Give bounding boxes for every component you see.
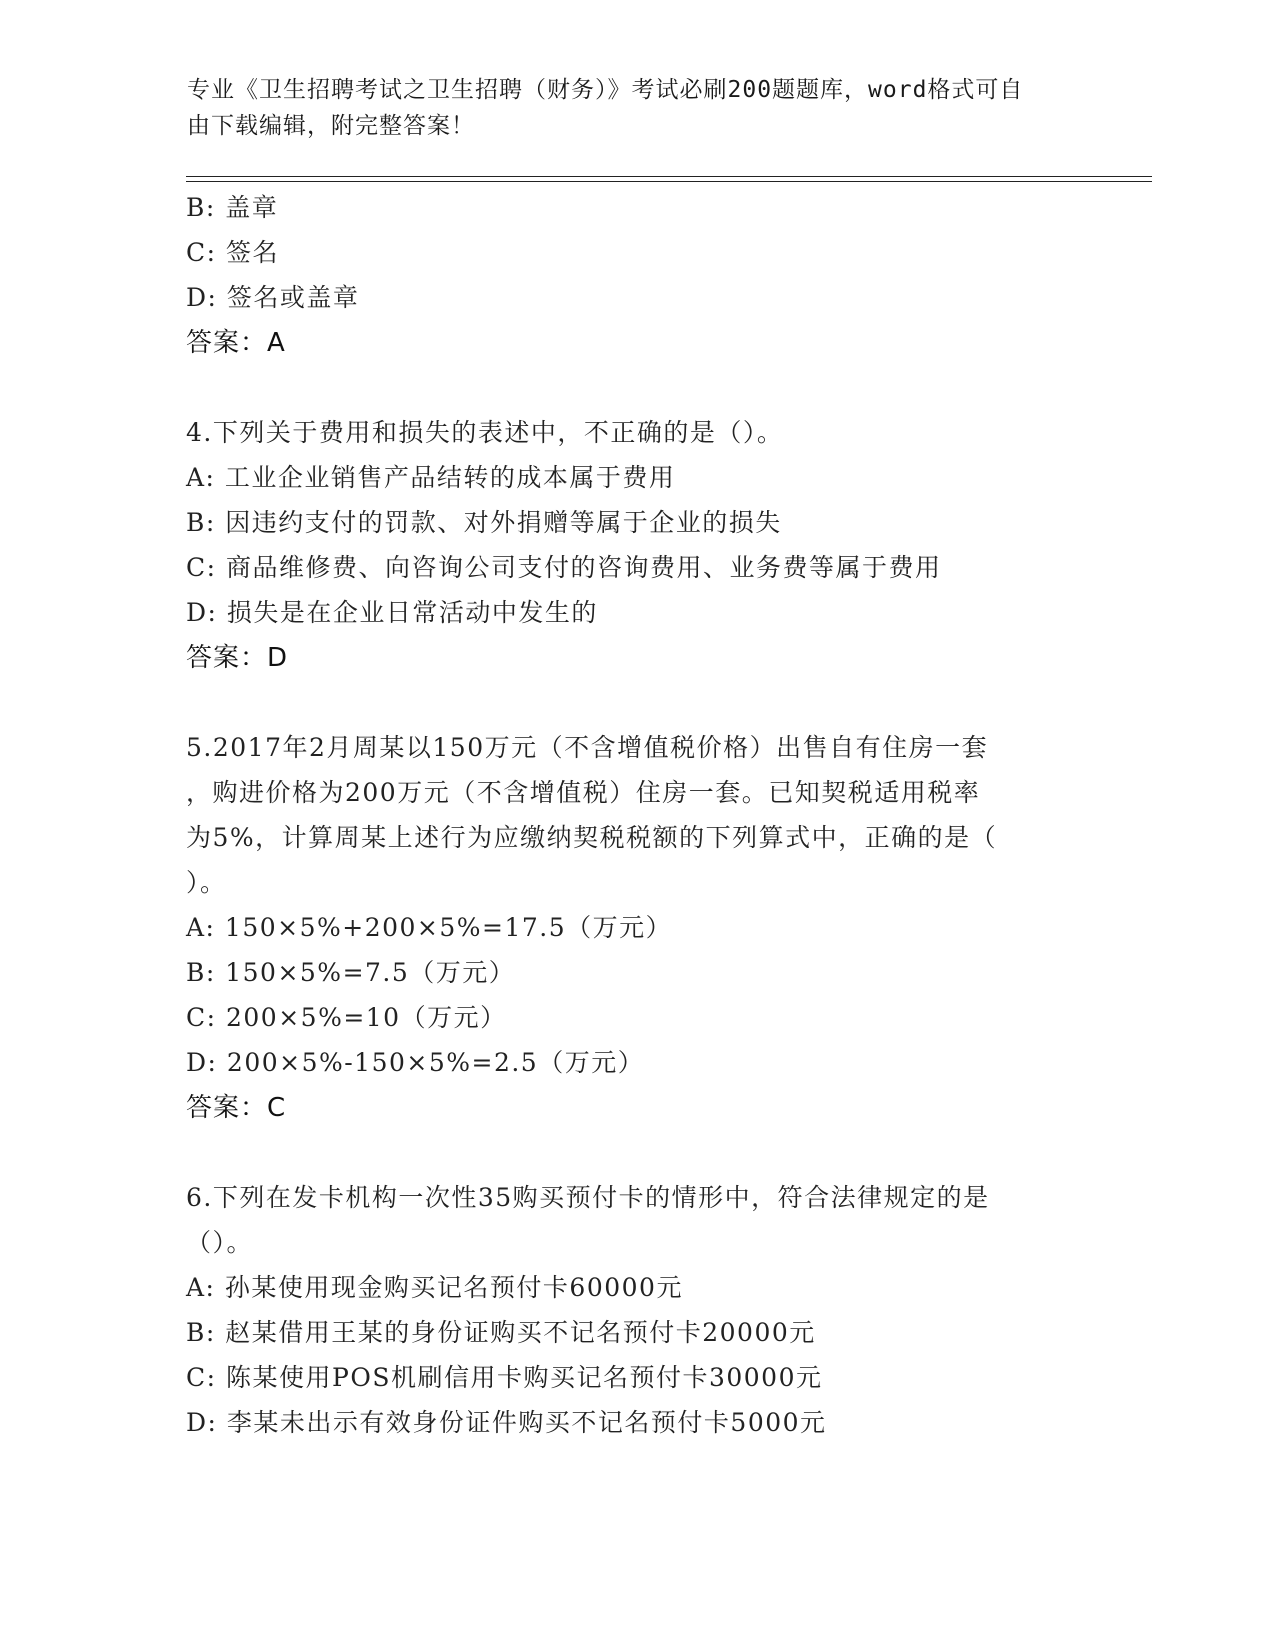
q5-stem-line-2: ，购进价格为200万元（不含增值税）住房一套。已知契税适用税率 — [186, 778, 981, 807]
q5-option-a: A: 150×5%+200×5%=17.5（万元） — [186, 913, 673, 942]
q4-answer: 答案：D — [186, 643, 289, 673]
document-header — [187, 72, 1067, 144]
q4-option-c: C: 商品维修费、向咨询公司支付的咨询费用、业务费等属于费用 — [186, 553, 942, 582]
q6-option-c: C: 陈某使用POS机刷信用卡购买记名预付卡30000元 — [186, 1363, 823, 1392]
q4-stem: 4.下列关于费用和损失的表述中，不正确的是（）。 — [186, 418, 784, 447]
header-divider-top — [186, 176, 1152, 177]
q6-stem-line-2: （）。 — [186, 1228, 254, 1257]
q4-option-b: B: 因违约支付的罚款、对外捐赠等属于企业的损失 — [186, 508, 782, 537]
q3-option-b: B: 盖章 — [186, 193, 279, 222]
q6-stem-line-1: 6.下列在发卡机构一次性35购买预付卡的情形中，符合法律规定的是 — [186, 1183, 990, 1212]
q3-option-d: D: 签名或盖章 — [186, 283, 360, 312]
q4-option-a: A: 工业企业销售产品结转的成本属于费用 — [186, 463, 676, 492]
q6-option-b: B: 赵某借用王某的身份证购买不记名预付卡20000元 — [186, 1318, 816, 1347]
q4-option-d: D: 损失是在企业日常活动中发生的 — [186, 598, 598, 627]
q6-option-a: A: 孙某使用现金购买记名预付卡60000元 — [186, 1273, 683, 1302]
q3-option-c: C: 签名 — [186, 238, 279, 267]
header-line-1: 专业《卫生招聘考试之卫生招聘（财务）》考试必刷200题题库，word格式可自 — [187, 77, 1024, 103]
q5-answer: 答案：C — [186, 1093, 287, 1123]
q5-stem-line-4: ）。 — [186, 868, 227, 897]
q5-option-d: D: 200×5%-150×5%=2.5（万元） — [186, 1048, 645, 1077]
header-line-2: 由下载编辑，附完整答案！ — [187, 113, 475, 139]
q5-stem-line-1: 5.2017年2月周某以150万元（不含增值税价格）出售自有住房一套 — [186, 733, 989, 762]
q5-option-b: B: 150×5%=7.5（万元） — [186, 958, 516, 987]
q3-answer: 答案：A — [186, 328, 286, 358]
q6-option-d: D: 李某未出示有效身份证件购买不记名预付卡5000元 — [186, 1408, 827, 1437]
q5-option-c: C: 200×5%=10（万元） — [186, 1003, 507, 1032]
header-divider-bottom — [186, 181, 1152, 182]
q5-stem-line-3: 为5%，计算周某上述行为应缴纳契税税额的下列算式中，正确的是（ — [186, 823, 998, 852]
